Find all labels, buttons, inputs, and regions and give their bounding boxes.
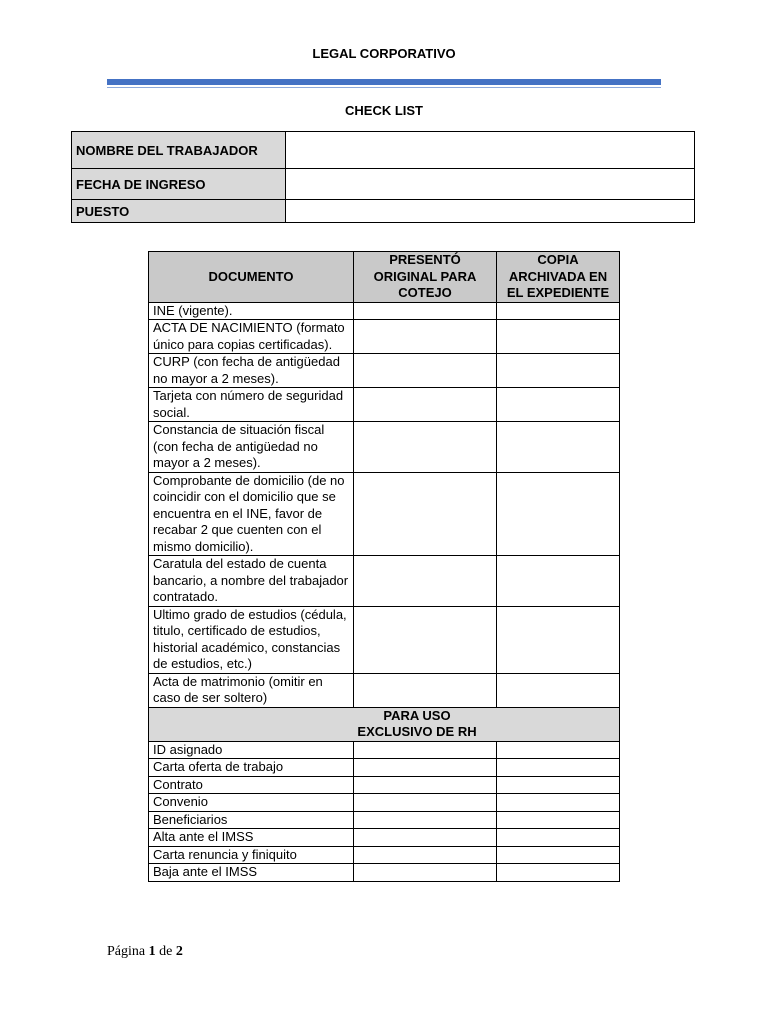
copy-checkbox-cell[interactable] [497, 302, 620, 320]
hr-item-label: Alta ante el IMSS [149, 829, 354, 847]
documents-table-body [149, 302, 620, 881]
document-header-title: LEGAL CORPORATIVO [312, 46, 456, 61]
document-row [149, 320, 620, 354]
original-checkbox-cell[interactable] [354, 606, 497, 673]
document-label: Caratula del estado de cuenta bancario, a nombre del trabajador contratado. [149, 556, 354, 607]
copy-checkbox-cell[interactable] [497, 776, 620, 794]
original-checkbox-cell[interactable] [354, 811, 497, 829]
employee-row-position [72, 200, 695, 223]
copy-checkbox-cell[interactable] [497, 606, 620, 673]
original-checkbox-cell[interactable] [354, 776, 497, 794]
original-checkbox-cell[interactable] [354, 556, 497, 607]
hr-item-label: Beneficiarios [149, 811, 354, 829]
employee-row-name [72, 132, 695, 169]
original-checkbox-cell[interactable] [354, 388, 497, 422]
copy-checkbox-cell[interactable] [497, 811, 620, 829]
employee-name-value[interactable] [286, 132, 695, 169]
copy-checkbox-cell[interactable] [497, 864, 620, 882]
hire-date-value[interactable] [286, 169, 695, 200]
original-checkbox-cell[interactable] [354, 864, 497, 882]
copy-checkbox-cell[interactable] [497, 422, 620, 473]
employee-row-date [72, 169, 695, 200]
document-row [149, 422, 620, 473]
original-checkbox-cell[interactable] [354, 741, 497, 759]
hr-item-row [149, 864, 620, 882]
original-checkbox-cell[interactable] [354, 422, 497, 473]
document-subtitle: CHECK LIST [345, 103, 423, 118]
original-checkbox-cell[interactable] [354, 759, 497, 777]
original-checkbox-cell[interactable] [354, 673, 497, 707]
hr-section-title: PARA USO EXCLUSIVO DE RH [149, 707, 620, 741]
copy-checkbox-cell[interactable] [497, 741, 620, 759]
header-copy: COPIA ARCHIVADA EN EL EXPEDIENTE [497, 252, 620, 303]
position-label: PUESTO [72, 200, 286, 223]
hr-item-label: Carta renuncia y finiquito [149, 846, 354, 864]
document-label: Constancia de situación fiscal (con fecha de antigüedad no mayor a 2 meses). [149, 422, 354, 473]
document-label: CURP (con fecha de antigüedad no mayor a 2 meses). [149, 354, 354, 388]
copy-checkbox-cell[interactable] [497, 829, 620, 847]
document-label: Tarjeta con número de seguridad social. [149, 388, 354, 422]
document-label: ACTA DE NACIMIENTO (formato único para copias certificadas). [149, 320, 354, 354]
hr-section-row [149, 707, 620, 741]
copy-checkbox-cell[interactable] [497, 673, 620, 707]
hr-item-label: Baja ante el IMSS [149, 864, 354, 882]
document-row [149, 302, 620, 320]
original-checkbox-cell[interactable] [354, 302, 497, 320]
hr-item-label: Convenio [149, 794, 354, 812]
header-rule-thin [107, 87, 661, 88]
hr-item-label: ID asignado [149, 741, 354, 759]
current-page: 1 [148, 944, 156, 959]
hr-item-row [149, 741, 620, 759]
hr-item-row [149, 776, 620, 794]
original-checkbox-cell[interactable] [354, 354, 497, 388]
total-pages: 2 [175, 944, 183, 959]
original-checkbox-cell[interactable] [354, 320, 497, 354]
document-row [149, 354, 620, 388]
table-header-row [149, 252, 620, 303]
original-checkbox-cell[interactable] [354, 794, 497, 812]
document-row [149, 556, 620, 607]
copy-checkbox-cell[interactable] [497, 388, 620, 422]
copy-checkbox-cell[interactable] [497, 846, 620, 864]
copy-checkbox-cell[interactable] [497, 759, 620, 777]
hr-item-row [149, 829, 620, 847]
hr-item-row [149, 759, 620, 777]
copy-checkbox-cell[interactable] [497, 556, 620, 607]
position-value[interactable] [286, 200, 695, 223]
header-original: PRESENTÓ ORIGINAL PARA COTEJO [354, 252, 497, 303]
copy-checkbox-cell[interactable] [497, 794, 620, 812]
copy-checkbox-cell[interactable] [497, 354, 620, 388]
header-document: DOCUMENTO [149, 252, 354, 303]
hire-date-label: FECHA DE INGRESO [72, 169, 286, 200]
original-checkbox-cell[interactable] [354, 846, 497, 864]
hr-item-row [149, 811, 620, 829]
header-rule-thick [107, 79, 661, 85]
employee-name-label: NOMBRE DEL TRABAJADOR [72, 132, 286, 169]
of-word: de [159, 944, 173, 959]
documents-checklist-table [148, 251, 620, 882]
page-number [107, 944, 183, 960]
document-row [149, 606, 620, 673]
document-label: Comprobante de domicilio (de no coincidir con el domicilio que se encuentra en el INE, favor de recabar 2 que cuenten con el mismo domicilio). [149, 472, 354, 556]
hr-item-row [149, 794, 620, 812]
original-checkbox-cell[interactable] [354, 472, 497, 556]
copy-checkbox-cell[interactable] [497, 472, 620, 556]
document-label: INE (vigente). [149, 302, 354, 320]
hr-item-row [149, 846, 620, 864]
document-row [149, 388, 620, 422]
hr-item-label: Carta oferta de trabajo [149, 759, 354, 777]
hr-item-label: Contrato [149, 776, 354, 794]
original-checkbox-cell[interactable] [354, 829, 497, 847]
document-row [149, 673, 620, 707]
employee-info-table [71, 131, 695, 223]
document-label: Acta de matrimonio (omitir en caso de ser soltero) [149, 673, 354, 707]
page-word: Página [107, 944, 146, 959]
copy-checkbox-cell[interactable] [497, 320, 620, 354]
document-label: Ultimo grado de estudios (cédula, titulo, certificado de estudios, historial académico, constancias de estudios, etc.) [149, 606, 354, 673]
document-row [149, 472, 620, 556]
